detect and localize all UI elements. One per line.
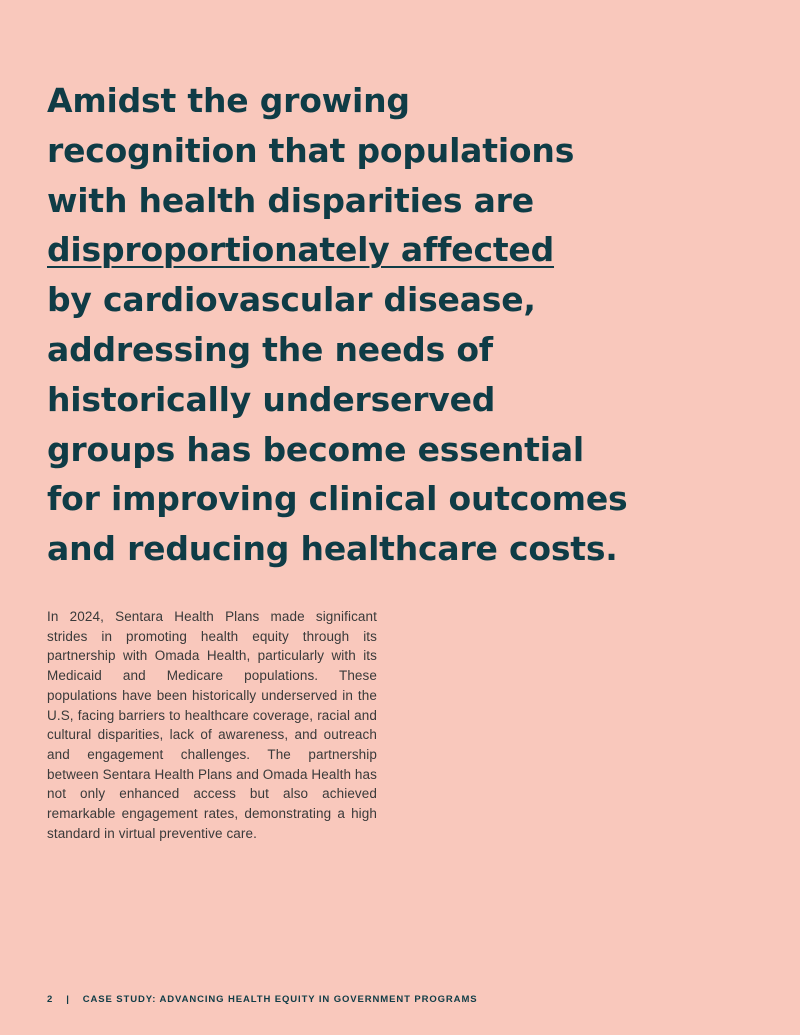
headline-line: and reducing healthcare costs. bbox=[47, 529, 618, 569]
footer-separator: | bbox=[66, 994, 70, 1005]
headline-line: Amidst the growing bbox=[47, 81, 410, 120]
headline-line: groups has become essential bbox=[47, 429, 585, 469]
headline-line: for improving clinical outcomes bbox=[47, 479, 628, 519]
headline-line: with health disparities are bbox=[47, 180, 534, 220]
page-number: 2 bbox=[47, 994, 54, 1005]
headline-line: recognition that populations bbox=[47, 130, 575, 170]
headline-line: addressing the needs of bbox=[47, 329, 493, 369]
footer-title: CASE STUDY: ADVANCING HEALTH EQUITY IN GOVERNMENT PROGRAMS bbox=[82, 994, 478, 1005]
headline-underlined-phrase: disproportionately affected bbox=[47, 230, 555, 270]
headline-line: by cardiovascular disease, bbox=[47, 280, 536, 320]
headline bbox=[47, 76, 667, 574]
page-footer bbox=[47, 994, 478, 1005]
headline-line: historically underserved bbox=[47, 379, 496, 419]
body-paragraph: In 2024, Sentara Health Plans made significant strides in promoting health equity through its partnership with Omada Health, particularly with its Medicaid and Medicare populations. These populations have been historically underserved in the U.S, facing barriers to healthcare coverage, racial and cultural disparities, lack of awareness, and outreach and engagement challenges. The partnership between Sentara Health Plans and Omada Health has not only enhanced access but also achieved remarkable engagement rates, demonstrating a high standard in virtual preventive care. bbox=[47, 609, 377, 841]
